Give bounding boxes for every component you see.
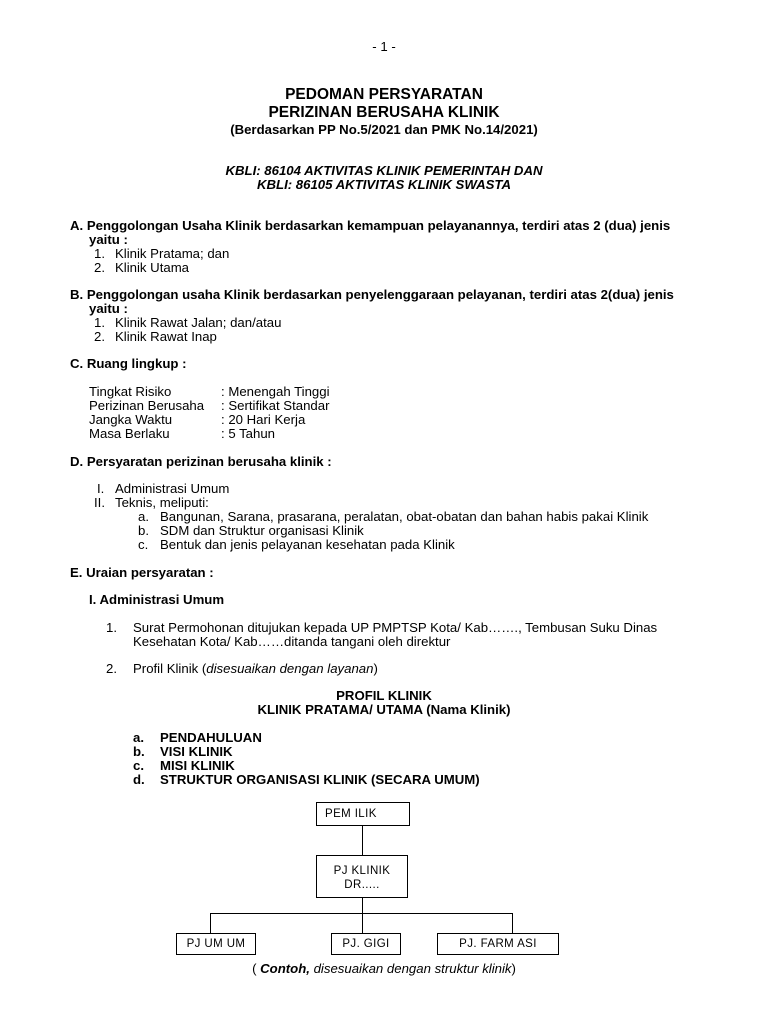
- doc-title-line2: PERIZINAN BERUSAHA KLINIK: [268, 104, 500, 121]
- list-item: [133, 662, 378, 676]
- list-item-italic: disesuaikan dengan layanan: [206, 661, 374, 676]
- profile-item: MISI KLINIK: [160, 758, 235, 773]
- list-item: Administrasi Umum: [115, 481, 230, 496]
- org-box-label: PJ. FARM ASI: [459, 938, 537, 950]
- scope-label: Tingkat Risiko: [89, 384, 172, 399]
- org-box-farmasi: [437, 933, 559, 955]
- org-box-gigi: [331, 933, 401, 955]
- caption-bold: Contoh,: [256, 961, 310, 976]
- section-c-heading: C. Ruang lingkup :: [70, 356, 187, 371]
- list-item-letter: b.: [133, 744, 145, 759]
- list-item: Klinik Rawat Inap: [115, 329, 217, 344]
- list-item-number: 1.: [94, 315, 105, 330]
- kbli-line2: KBLI: 86105 AKTIVITAS KLINIK SWASTA: [256, 177, 511, 192]
- section-b-heading-cont: yaitu :: [89, 301, 128, 316]
- org-box-umum: [176, 933, 256, 955]
- list-item: Klinik Pratama; dan: [115, 246, 230, 261]
- profile-subtitle: KLINIK PRATAMA/ UTAMA (Nama Klinik): [257, 702, 511, 717]
- connector-line: [362, 913, 363, 933]
- scope-label: Perizinan Berusaha: [89, 398, 205, 413]
- scope-label: Jangka Waktu: [89, 412, 173, 427]
- roman-number: II.: [94, 495, 105, 510]
- connector-line: [362, 897, 363, 914]
- kbli-line1: KBLI: 86104 AKTIVITAS KLINIK PEMERINTAH DAN: [225, 163, 543, 178]
- connector-line: [362, 825, 363, 855]
- org-box-label: PJ KLINIK: [333, 865, 391, 877]
- list-item-number: 2.: [106, 661, 117, 676]
- org-box-label: PJ UM UM: [186, 938, 246, 950]
- scope-value: : Sertifikat Standar: [221, 398, 330, 413]
- list-item-number: 1.: [106, 620, 117, 635]
- caption-italic: disesuaikan dengan struktur klinik: [309, 961, 512, 976]
- list-item-close: ): [373, 661, 378, 676]
- list-item-letter: d.: [133, 772, 145, 787]
- list-item: Bentuk dan jenis pelayanan kesehatan pada Klinik: [160, 537, 455, 552]
- section-a-heading-cont: yaitu :: [89, 232, 128, 247]
- org-box-label: PEM ILIK: [325, 808, 377, 820]
- section-e-heading: E. Uraian persyaratan :: [70, 565, 214, 580]
- caption-open: (: [252, 961, 257, 976]
- org-box-owner: [316, 802, 410, 826]
- section-d-heading: D. Persyaratan perizinan berusaha klinik :: [70, 454, 332, 469]
- profile-item: PENDAHULUAN: [160, 730, 262, 745]
- list-item-text: Profil Klinik (: [133, 661, 207, 676]
- list-item-number: 2.: [94, 260, 105, 275]
- list-item-number: 1.: [94, 246, 105, 261]
- org-box-label: PJ. GIGI: [342, 938, 390, 950]
- org-box-label: DR.....: [344, 879, 380, 891]
- roman-number: I.: [97, 481, 105, 496]
- org-chart-caption: [0, 962, 768, 976]
- doc-title-basis: (Berdasarkan PP No.5/2021 dan PMK No.14/2021): [230, 122, 538, 137]
- list-item: Surat Permohonan ditujukan kepada UP PMPTSP Kota/ Kab……., Tembusan Suku Dinas: [133, 620, 658, 635]
- list-item: Klinik Utama: [115, 260, 190, 275]
- section-e-subheading: I. Administrasi Umum: [89, 592, 225, 607]
- list-item: SDM dan Struktur organisasi Klinik: [160, 523, 364, 538]
- doc-title-line1: PEDOMAN PERSYARATAN: [285, 86, 483, 103]
- scope-label: Masa Berlaku: [89, 426, 170, 441]
- list-item-letter: a.: [138, 509, 149, 524]
- list-item: Klinik Rawat Jalan; dan/atau: [115, 315, 282, 330]
- list-item-letter: b.: [138, 523, 149, 538]
- profile-item: VISI KLINIK: [160, 744, 233, 759]
- page-number: - 1 -: [372, 39, 396, 54]
- list-item-cont: Kesehatan Kota/ Kab……ditanda tangani oleh direktur: [133, 634, 451, 649]
- list-item-letter: c.: [133, 758, 144, 773]
- connector-line: [210, 913, 211, 933]
- list-item-number: 2.: [94, 329, 105, 344]
- section-a-heading: A. Penggolongan Usaha Klinik berdasarkan kemampuan pelayanannya, terdiri atas 2 (dua) jenis: [70, 218, 671, 233]
- org-box-pj-klinik: [316, 855, 408, 898]
- scope-value: : Menengah Tinggi: [221, 384, 330, 399]
- list-item-letter: a.: [133, 730, 144, 745]
- profile-item: STRUKTUR ORGANISASI KLINIK (SECARA UMUM): [160, 772, 480, 787]
- profile-title: PROFIL KLINIK: [336, 688, 432, 703]
- scope-value: : 20 Hari Kerja: [221, 412, 306, 427]
- connector-line: [512, 913, 513, 933]
- scope-value: : 5 Tahun: [221, 426, 276, 441]
- list-item: Teknis, meliputi:: [115, 495, 209, 510]
- list-item-letter: c.: [138, 537, 149, 552]
- caption-close: ): [511, 961, 516, 976]
- section-b-heading: B. Penggolongan usaha Klinik berdasarkan penyelenggaraan pelayanan, terdiri atas 2(dua) jenis: [70, 287, 674, 302]
- list-item: Bangunan, Sarana, prasarana, peralatan, obat-obatan dan bahan habis pakai Klinik: [160, 509, 649, 524]
